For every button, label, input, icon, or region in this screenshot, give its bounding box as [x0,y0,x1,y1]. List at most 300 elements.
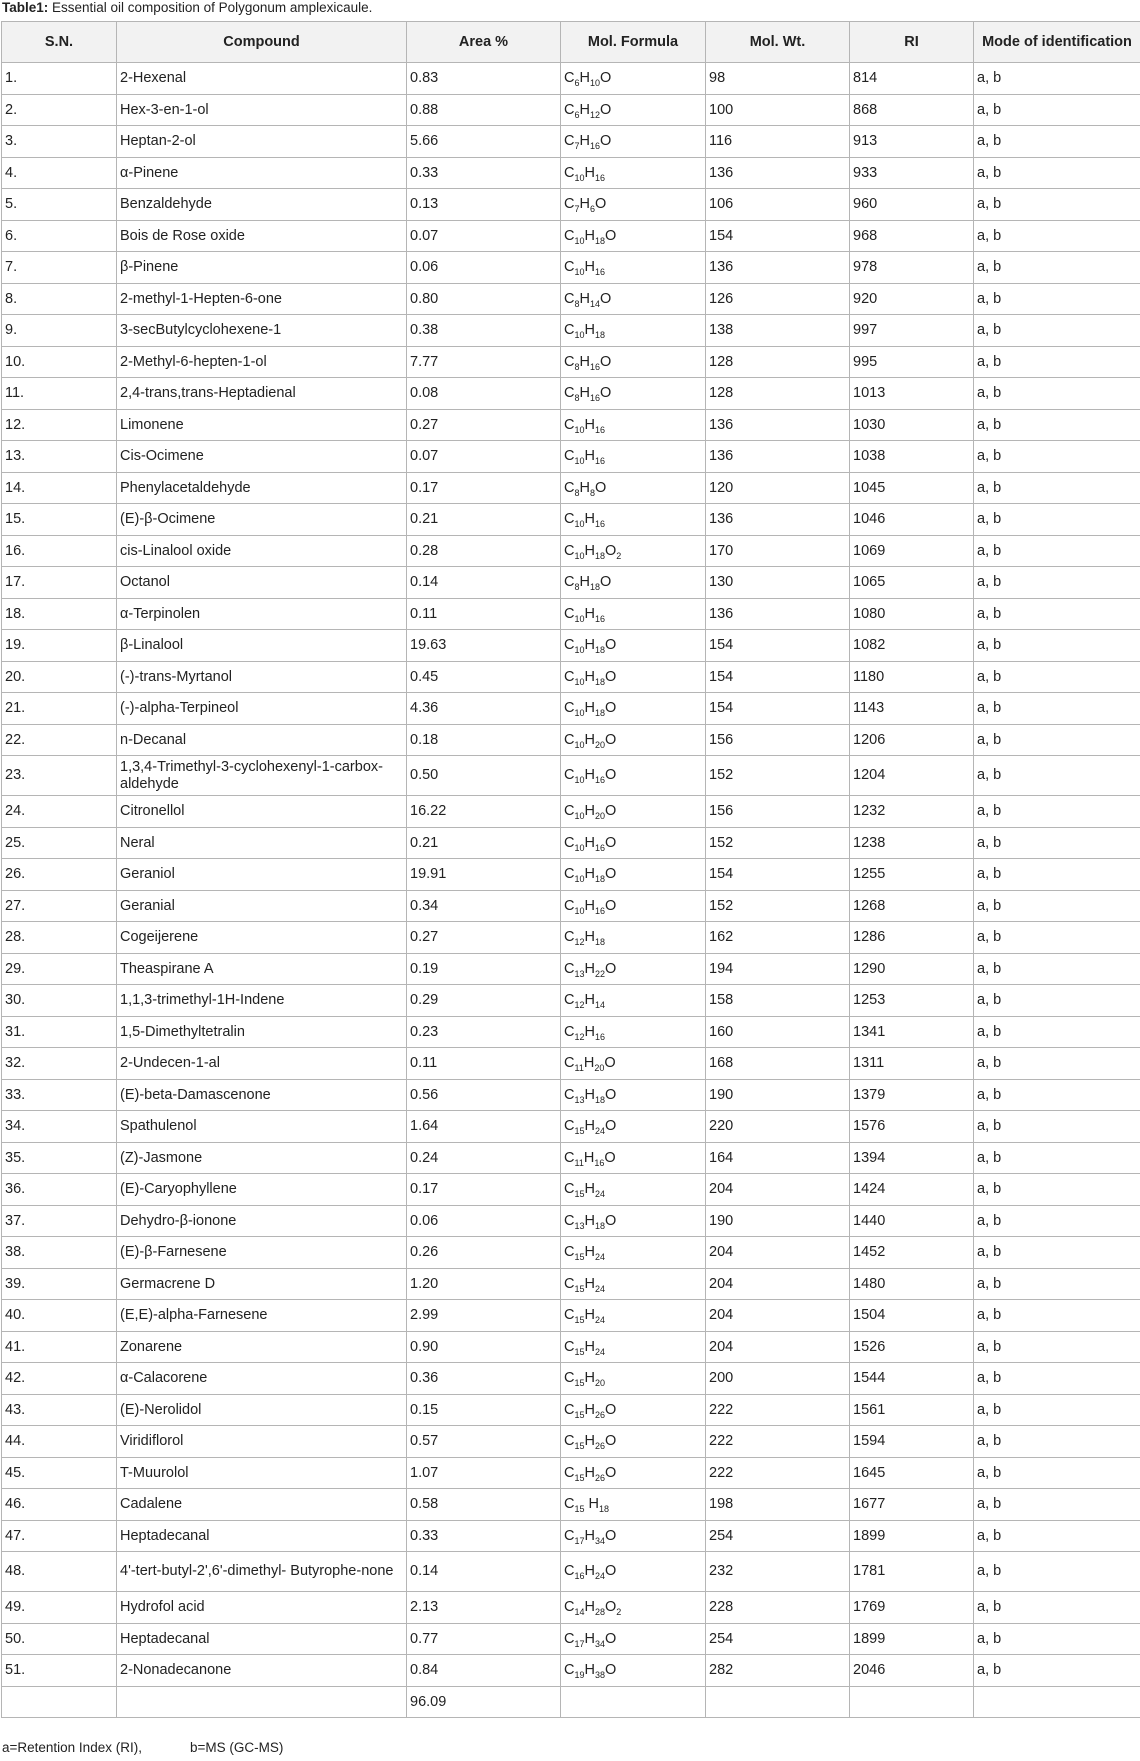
cell-mol-wt: 204 [706,1174,850,1206]
cell-formula: $C_{12}H_{18}$ [561,922,706,954]
table-row [2,441,1140,473]
cell-mol-wt: 164 [706,1142,850,1174]
cell-sn: 48. [2,1552,117,1592]
cell-compound: Citronellol [117,796,407,828]
cell-mode: a, b [974,922,1140,954]
cell-mode: a, b [974,598,1140,630]
cell-sn: 42. [2,1363,117,1395]
cell-mol-wt: 220 [706,1111,850,1143]
cell-formula: $C_{10}H_{18}O$ [561,630,706,662]
cell-ri: 1769 [850,1592,974,1624]
table-row [2,1016,1140,1048]
cell-compound: α-Pinene [117,157,407,189]
cell-ri: 1038 [850,441,974,473]
table-row [2,827,1140,859]
cell-ri: 1440 [850,1205,974,1237]
cell-ri: 1645 [850,1457,974,1489]
caption-label: Table1: [2,0,49,15]
cell-mol-wt: 154 [706,630,850,662]
cell-mode: a, b [974,441,1140,473]
table-row [2,1592,1140,1624]
cell-sn: 9. [2,315,117,347]
table-row [2,220,1140,252]
cell-area: 0.07 [407,441,561,473]
cell-mode: a, b [974,1552,1140,1592]
cell-sn: 35. [2,1142,117,1174]
cell-sn: 1. [2,63,117,95]
table-row [2,1426,1140,1458]
cell-mode: a, b [974,1426,1140,1458]
table-row [2,756,1140,796]
cell-mol-wt: 190 [706,1205,850,1237]
cell-compound: Heptadecanal [117,1623,407,1655]
cell-mode: a, b [974,1655,1140,1687]
cell-mode: a, b [974,1457,1140,1489]
cell-formula: $C_{10}H_{16}$ [561,504,706,536]
cell-compound: Hex-3-en-1-ol [117,94,407,126]
cell-formula: $C_{11}H_{20}O$ [561,1048,706,1080]
cell-ri: 1480 [850,1268,974,1300]
table-row [2,1394,1140,1426]
cell-mode: a, b [974,1174,1140,1206]
cell-mol-wt: 136 [706,441,850,473]
cell-compound: Zonarene [117,1331,407,1363]
cell-mode: a, b [974,1623,1140,1655]
cell-compound: 1,3,4-Trimethyl-3-cyclohexenyl-1-carbox-aldehyde [117,756,407,796]
cell-mode: a, b [974,346,1140,378]
cell-compound: 1,1,3-trimethyl-1H-Indene [117,985,407,1017]
cell-formula: $C_{10}H_{16}O$ [561,756,706,796]
cell-mode: a, b [974,409,1140,441]
cell-mode: a, b [974,126,1140,158]
table-row [2,567,1140,599]
cell-mode: a, b [974,1394,1140,1426]
cell-compound: cis-Linalool oxide [117,535,407,567]
cell-sn: 18. [2,598,117,630]
cell-ri: 1180 [850,661,974,693]
table-row [2,504,1140,536]
cell-mol-wt: 154 [706,661,850,693]
cell-mol-wt: 100 [706,94,850,126]
cell-mol-wt: 152 [706,827,850,859]
table-row [2,1552,1140,1592]
table-row [2,1205,1140,1237]
table-row [2,378,1140,410]
cell-ri: 1677 [850,1489,974,1521]
cell-mode: a, b [974,252,1140,284]
cell-area: 0.14 [407,1552,561,1592]
table-row [2,1363,1140,1395]
cell-ri: 1290 [850,953,974,985]
table-row [2,472,1140,504]
cell-sn: 43. [2,1394,117,1426]
cell-formula: $C_8H_{16}O$ [561,346,706,378]
cell-area: 4.36 [407,693,561,725]
cell-mol-wt: 222 [706,1394,850,1426]
cell-mode: a, b [974,890,1140,922]
cell-ri: 1046 [850,504,974,536]
cell-sn: 45. [2,1457,117,1489]
cell-mol-wt: 152 [706,756,850,796]
cell-mol-wt: 204 [706,1300,850,1332]
cell-sn: 20. [2,661,117,693]
cell-mol-wt: 282 [706,1655,850,1687]
cell-formula: $C_8H_{14}O$ [561,283,706,315]
cell-formula: $C_{10}H_{16}$ [561,409,706,441]
cell-ri: 933 [850,157,974,189]
header-compound: Compound [117,22,407,63]
cell-compound: 2,4-trans,trans-Heptadienal [117,378,407,410]
cell-mode: a, b [974,985,1140,1017]
cell-formula: $C_{10}H_{16}$ [561,157,706,189]
cell-formula: $C_{10}H_{20}O$ [561,724,706,756]
cell-formula: $C_{15}H_{24}$ [561,1331,706,1363]
cell-sn: 36. [2,1174,117,1206]
cell-sn: 12. [2,409,117,441]
cell-compound: (-)-trans-Myrtanol [117,661,407,693]
cell-area: 2.99 [407,1300,561,1332]
cell-mode: a, b [974,94,1140,126]
cell-mode: a, b [974,1489,1140,1521]
cell-ri: 1253 [850,985,974,1017]
table-row [2,1489,1140,1521]
cell-ri: 1504 [850,1300,974,1332]
cell-sn: 2. [2,94,117,126]
cell-ri: 1899 [850,1623,974,1655]
cell-sn: 23. [2,756,117,796]
cell-compound: Viridiflorol [117,1426,407,1458]
table-row [2,283,1140,315]
cell-mol-wt: 138 [706,315,850,347]
cell-compound: Cis-Ocimene [117,441,407,473]
cell-ri: 1268 [850,890,974,922]
cell-formula: $C_{15}H_{26}O$ [561,1394,706,1426]
cell-ri: 1030 [850,409,974,441]
cell-mode: a, b [974,535,1140,567]
cell-area: 0.90 [407,1331,561,1363]
table-row [2,1237,1140,1269]
cell-mol-wt: 222 [706,1426,850,1458]
cell-compound: (Z)-Jasmone [117,1142,407,1174]
cell-sn: 33. [2,1079,117,1111]
cell-formula: $C_{10}H_{18}O$ [561,693,706,725]
cell-compound: Germacrene D [117,1268,407,1300]
cell-area: 1.64 [407,1111,561,1143]
table-row [2,598,1140,630]
cell-area: 0.06 [407,1205,561,1237]
cell-mol-wt: 136 [706,157,850,189]
table-row [2,1331,1140,1363]
cell-area: 16.22 [407,796,561,828]
cell-compound: Heptadecanal [117,1520,407,1552]
total-row [2,1686,1140,1718]
cell-mol-wt: 204 [706,1237,850,1269]
cell-formula: $C_6H_{10}O$ [561,63,706,95]
table-row [2,1623,1140,1655]
cell-mode: a, b [974,1363,1140,1395]
cell-mol-wt: 190 [706,1079,850,1111]
cell-ri: 814 [850,63,974,95]
cell-compound: Geranial [117,890,407,922]
cell-compound: (E,E)-alpha-Farnesene [117,1300,407,1332]
cell-ri: 1394 [850,1142,974,1174]
cell-area: 0.50 [407,756,561,796]
cell-compound: Geraniol [117,859,407,891]
cell-mol-wt: 194 [706,953,850,985]
cell-compound: Cogeijerene [117,922,407,954]
header-area: Area % [407,22,561,63]
cell-mol-wt: 126 [706,283,850,315]
cell-ri: 968 [850,220,974,252]
cell-sn: 24. [2,796,117,828]
cell-compound: (-)-alpha-Terpineol [117,693,407,725]
cell-sn: 46. [2,1489,117,1521]
cell-ri: 1526 [850,1331,974,1363]
cell-ri: 1311 [850,1048,974,1080]
cell-mode: a, b [974,953,1140,985]
cell-area: 0.14 [407,567,561,599]
table-caption [2,0,372,15]
table-row [2,409,1140,441]
cell-area: 0.57 [407,1426,561,1458]
cell-mode: a, b [974,1592,1140,1624]
cell-mode: a, b [974,157,1140,189]
cell-area: 5.66 [407,126,561,158]
cell-area: 0.56 [407,1079,561,1111]
cell-area: 0.07 [407,220,561,252]
cell-mode: a, b [974,827,1140,859]
cell-mol-wt: 116 [706,126,850,158]
cell-compound: (E)-beta-Damascenone [117,1079,407,1111]
cell-area: 0.88 [407,94,561,126]
cell-sn: 40. [2,1300,117,1332]
cell-area: 2.13 [407,1592,561,1624]
cell-formula: $C_{10}H_{16}$ [561,252,706,284]
cell-area: 0.21 [407,827,561,859]
cell-mode: a, b [974,315,1140,347]
cell-sn: 15. [2,504,117,536]
cell-sn: 41. [2,1331,117,1363]
cell-compound: 2-Nonadecanone [117,1655,407,1687]
cell-compound: 2-Undecen-1-al [117,1048,407,1080]
cell-ri: 960 [850,189,974,221]
table-row [2,1174,1140,1206]
cell-mol-wt: 136 [706,409,850,441]
cell-compound: β-Pinene [117,252,407,284]
cell-sn: 16. [2,535,117,567]
cell-mol-wt: 254 [706,1520,850,1552]
cell-ri: 1561 [850,1394,974,1426]
cell-ri: 868 [850,94,974,126]
total-empty-cell [117,1686,407,1718]
cell-formula: $C_{15}H_{24}$ [561,1268,706,1300]
cell-mode: a, b [974,189,1140,221]
cell-formula: $C_{13}H_{18}O$ [561,1205,706,1237]
cell-mol-wt: 128 [706,378,850,410]
cell-mol-wt: 120 [706,472,850,504]
cell-sn: 19. [2,630,117,662]
cell-mode: a, b [974,661,1140,693]
table-row [2,661,1140,693]
header-ri: RI [850,22,974,63]
cell-sn: 29. [2,953,117,985]
cell-mol-wt: 198 [706,1489,850,1521]
cell-area: 0.17 [407,472,561,504]
cell-sn: 5. [2,189,117,221]
cell-ri: 1082 [850,630,974,662]
cell-ri: 995 [850,346,974,378]
cell-ri: 1452 [850,1237,974,1269]
header-row [2,22,1140,63]
total-empty-cell [561,1686,706,1718]
cell-ri: 1069 [850,535,974,567]
cell-sn: 6. [2,220,117,252]
cell-sn: 3. [2,126,117,158]
cell-compound: Heptan-2-ol [117,126,407,158]
cell-area: 0.83 [407,63,561,95]
cell-formula: $C_{11}H_{16}O$ [561,1142,706,1174]
cell-ri: 1341 [850,1016,974,1048]
table-row [2,315,1140,347]
cell-area: 0.36 [407,1363,561,1395]
cell-sn: 50. [2,1623,117,1655]
cell-mode: a, b [974,1048,1140,1080]
cell-ri: 920 [850,283,974,315]
composition-table [1,21,1140,1718]
cell-area: 7.77 [407,346,561,378]
cell-formula: $C_{10}H_{16}O$ [561,827,706,859]
cell-ri: 1594 [850,1426,974,1458]
cell-mode: a, b [974,567,1140,599]
cell-ri: 1286 [850,922,974,954]
cell-formula: $C_{15}H_{24}$ [561,1174,706,1206]
cell-ri: 1255 [850,859,974,891]
table-row [2,890,1140,922]
cell-formula: $C_{14}H_{28}O_2$ [561,1592,706,1624]
cell-compound: n-Decanal [117,724,407,756]
cell-compound: (E)-Caryophyllene [117,1174,407,1206]
table-row [2,346,1140,378]
cell-sn: 13. [2,441,117,473]
cell-compound: β-Linalool [117,630,407,662]
cell-compound: 2-Hexenal [117,63,407,95]
cell-formula: $C_{10}H_{18}O_2$ [561,535,706,567]
cell-area: 0.84 [407,1655,561,1687]
cell-mol-wt: 136 [706,252,850,284]
cell-sn: 32. [2,1048,117,1080]
cell-formula: $C_{15}H_{26}O$ [561,1457,706,1489]
total-area: 96.09 [407,1686,561,1718]
cell-sn: 49. [2,1592,117,1624]
cell-mol-wt: 156 [706,796,850,828]
cell-sn: 37. [2,1205,117,1237]
cell-mode: a, b [974,1331,1140,1363]
cell-compound: (E)-Nerolidol [117,1394,407,1426]
cell-area: 0.17 [407,1174,561,1206]
cell-mode: a, b [974,693,1140,725]
cell-area: 1.07 [407,1457,561,1489]
cell-compound: (E)-β-Ocimene [117,504,407,536]
cell-area: 0.08 [407,378,561,410]
cell-area: 0.18 [407,724,561,756]
cell-mol-wt: 228 [706,1592,850,1624]
cell-formula: $C_{15}H_{20}$ [561,1363,706,1395]
cell-area: 0.24 [407,1142,561,1174]
cell-sn: 7. [2,252,117,284]
cell-area: 0.27 [407,922,561,954]
table-row [2,63,1140,95]
cell-mol-wt: 136 [706,598,850,630]
cell-area: 0.33 [407,157,561,189]
cell-ri: 1045 [850,472,974,504]
cell-sn: 39. [2,1268,117,1300]
table-row [2,1457,1140,1489]
cell-compound: Bois de Rose oxide [117,220,407,252]
total-empty-cell [2,1686,117,1718]
cell-formula: $C_{12}H_{14}$ [561,985,706,1017]
cell-sn: 4. [2,157,117,189]
table-row [2,189,1140,221]
cell-mol-wt: 130 [706,567,850,599]
cell-mol-wt: 200 [706,1363,850,1395]
cell-mol-wt: 154 [706,693,850,725]
cell-ri: 1544 [850,1363,974,1395]
cell-sn: 38. [2,1237,117,1269]
cell-area: 0.11 [407,1048,561,1080]
cell-formula: $C_{15}$ $H_{18}$ [561,1489,706,1521]
cell-area: 0.19 [407,953,561,985]
cell-formula: $C_{15}H_{24}$ [561,1237,706,1269]
cell-formula: $C_{10}H_{16}$ [561,598,706,630]
total-empty-cell [706,1686,850,1718]
cell-ri: 913 [850,126,974,158]
cell-mode: a, b [974,63,1140,95]
table-row [2,953,1140,985]
cell-area: 19.91 [407,859,561,891]
cell-area: 0.23 [407,1016,561,1048]
cell-formula: $C_{13}H_{22}O$ [561,953,706,985]
cell-mol-wt: 162 [706,922,850,954]
cell-mode: a, b [974,1237,1140,1269]
header-formula: Mol. Formula [561,22,706,63]
cell-area: 0.28 [407,535,561,567]
cell-sn: 21. [2,693,117,725]
cell-mol-wt: 152 [706,890,850,922]
cell-formula: $C_6H_{12}O$ [561,94,706,126]
cell-area: 0.34 [407,890,561,922]
cell-mol-wt: 154 [706,220,850,252]
cell-mode: a, b [974,859,1140,891]
cell-compound: Theaspirane A [117,953,407,985]
cell-compound: Hydrofol acid [117,1592,407,1624]
cell-mol-wt: 154 [706,859,850,891]
cell-formula: $C_7H_{16}O$ [561,126,706,158]
table-row [2,630,1140,662]
table-row [2,859,1140,891]
cell-ri: 1065 [850,567,974,599]
header-mode: Mode of identification [974,22,1140,63]
cell-formula: $C_{10}H_{18}O$ [561,661,706,693]
cell-formula: $C_{15}H_{24}O$ [561,1111,706,1143]
footnote [2,1740,283,1755]
cell-area: 0.45 [407,661,561,693]
cell-compound: Phenylacetaldehyde [117,472,407,504]
cell-mol-wt: 160 [706,1016,850,1048]
cell-sn: 14. [2,472,117,504]
table-row [2,922,1140,954]
cell-compound: Dehydro-β-ionone [117,1205,407,1237]
cell-area: 19.63 [407,630,561,662]
